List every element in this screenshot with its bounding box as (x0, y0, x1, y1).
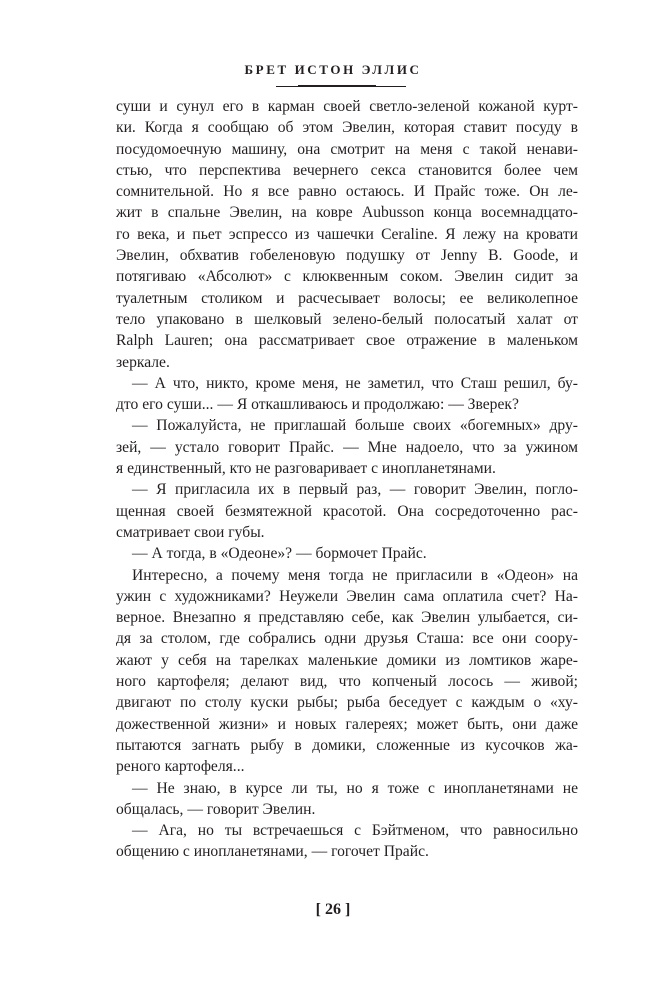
text-line: сматривает свои губы. (116, 523, 265, 541)
text-line: ужин с художниками? Неужели Эвелин сама оплатила счет? На- (116, 587, 578, 605)
text-line: потягиваю «Абсолют» с клюквенным соком. Эвелин сидит за (116, 268, 578, 286)
text-line: жают у себя на тарелках маленькие домики из ломтиков жаре- (116, 651, 578, 669)
text-line: Эвелин, обхватив гобеленовую подушку от Jenny B. Goode, и (116, 247, 578, 265)
text-line: го века, и пьет эспрессо из чашечки Ceraline. Я лежу на кровати (116, 225, 578, 243)
text-line: суши и сунул его в карман своей светло-зеленой кожаной курт- (116, 98, 578, 115)
text-line: двигают по столу куски рыбы; рыба беседует с каждым о «ху- (116, 694, 578, 712)
text-line: — Ага, но ты встречаешься с Бэйтменом, что равносильно (132, 822, 578, 840)
running-header: БРЕТ ИСТОН ЭЛЛИС (244, 62, 422, 77)
text-line: дожественной жизни» и новых галереях; может быть, они даже (116, 715, 578, 733)
body-text (116, 96, 578, 863)
text-line: туалетным столиком и расчесывает волосы; ее великолепное (116, 289, 578, 307)
header-rule-accent (298, 85, 376, 87)
text-line: дя за столом, где собрались одни друзья Сташа: все они соору- (116, 630, 578, 648)
text-line: — А что, никто, кроме меня, не заметил, что Сташ решил, бу- (132, 374, 578, 392)
text-line: зеркале. (116, 353, 170, 371)
text-line: общалась, — говорит Эвелин. (116, 800, 316, 818)
text-line: ного картофеля; делают вид, что копченый лосось — живой; (116, 673, 578, 691)
text-line: — Я пригласила их в первый раз, — говорит Эвелин, погло- (132, 481, 578, 499)
text-line: ки. Когда я сообщаю об этом Эвелин, которая ставит посуду в (116, 119, 578, 137)
text-line: — Пожалуйста, не приглашай больше своих «богемных» дру- (132, 417, 578, 435)
text-line: — А тогда, в «Одеоне»? — бормочет Прайс. (132, 545, 427, 563)
text-line: щенная своей безмятежной красотой. Она сосредоточенно рас- (116, 502, 578, 520)
text-line: зей, — устало говорит Прайс. — Мне надоело, что за ужином (116, 438, 578, 456)
text-line: я единственный, кто не разговаривает с инопланетянами. (116, 460, 496, 478)
text-line: верное. Внезапно я представляю себе, как Эвелин улыбается, си- (116, 609, 578, 627)
text-line: пытаются загнать рыбу в домики, сложенные из кусочков жа- (116, 736, 578, 754)
text-line: жит в спальне Эвелин, на ковре Aubusson конца восемнадцато- (116, 204, 578, 222)
text-line: — Не знаю, в курсе ли ты, но я тоже с инопланетянами не (132, 779, 578, 797)
text-line: дто его суши... — Я откашливаюсь и продолжаю: — Зверек? (116, 396, 519, 414)
text-line: сомнительной. Но я все равно остаюсь. И Прайс тоже. Он ле- (116, 183, 578, 201)
text-line: Ralph Lauren; она рассматривает свое отражение в маленьком (116, 332, 578, 350)
text-line: посудомоечную машину, она смотрит на меня с такой ненави- (116, 140, 578, 158)
text-line: реного картофеля... (116, 758, 245, 776)
text-line: стью, что перспектива вечернего секса становится более чем (116, 161, 578, 179)
text-line: тело упаковано в шелковый зелено-белый полосатый халат от (116, 310, 578, 328)
page-number: [ 26 ] (315, 901, 351, 918)
text-line: Интересно, а почему меня тогда не пригласили в «Одеон» на (132, 566, 578, 584)
text-line: общению с инопланетянами, — гогочет Прайс. (116, 843, 429, 861)
